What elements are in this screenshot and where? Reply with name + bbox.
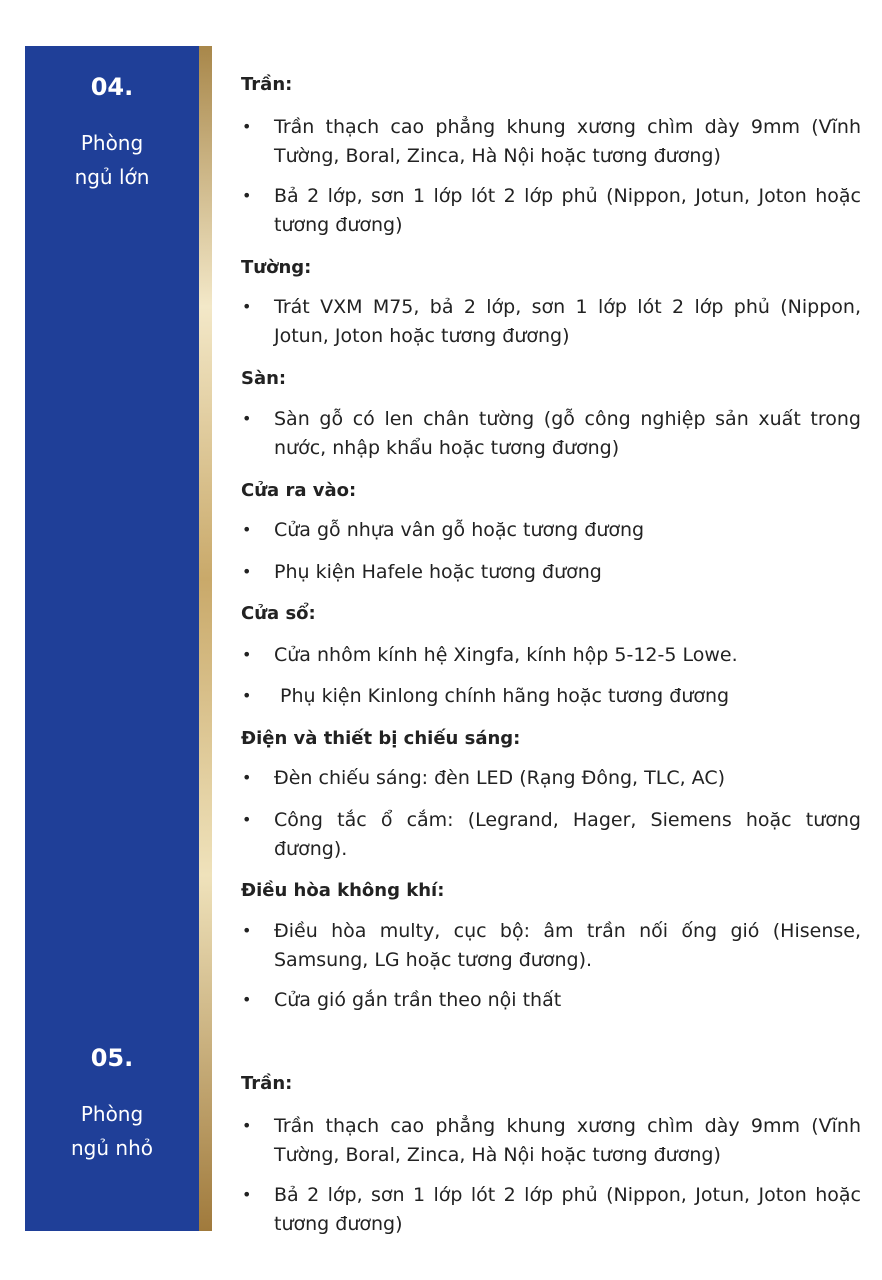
item-list	[241, 182, 861, 239]
bullet-icon: •	[242, 921, 252, 940]
list-item: • Cửa gỗ nhựa vân gỗ hoặc tương đương	[241, 516, 861, 545]
group-heading: Trần:	[241, 1073, 293, 1094]
item-list	[241, 293, 861, 350]
section-04-label	[25, 72, 199, 194]
section-05-label	[25, 1043, 199, 1165]
bullet-icon: •	[242, 409, 252, 428]
bullet-icon: •	[242, 645, 252, 664]
list-item: • Công tắc ổ cắm: (Legrand, Hager, Siemens hoặc tương đương).	[241, 806, 861, 863]
list-item: • Bả 2 lớp, sơn 1 lớp lót 2 lớp phủ (Nippon, Jotun, Joton hoặc tương đương)	[241, 182, 861, 239]
section-name	[25, 1097, 199, 1165]
section-number: 04.	[90, 73, 134, 101]
list-item: • Trần thạch cao phẳng khung xương chìm dày 9mm (Vĩnh Tường, Boral, Zinca, Hà Nội hoặc tương đương)	[241, 1112, 861, 1169]
bullet-icon: •	[242, 768, 252, 787]
group-heading: Điều hòa không khí:	[241, 880, 445, 901]
bullet-icon: •	[242, 810, 252, 829]
group-heading: Cửa sổ:	[241, 603, 316, 624]
group-heading: Tường:	[241, 257, 312, 278]
bullet-icon: •	[242, 1116, 252, 1135]
list-item: • Trát VXM M75, bả 2 lớp, sơn 1 lớp lót 2 lớp phủ (Nippon, Jotun, Joton hoặc tương đương)	[241, 293, 861, 350]
list-item: • Cửa nhôm kính hệ Xingfa, kính hộp 5-12-5 Lowe.	[241, 641, 861, 670]
bullet-icon: •	[242, 990, 252, 1009]
bullet-icon: •	[242, 686, 252, 705]
gold-accent-bar	[199, 46, 212, 1231]
bullet-icon: •	[242, 297, 252, 316]
list-item: • Phụ kiện Hafele hoặc tương đương	[241, 558, 861, 587]
bullet-icon: •	[242, 117, 252, 136]
list-item: • Cửa gió gắn trần theo nội thất	[241, 986, 861, 1015]
item-list	[241, 641, 861, 670]
group-heading: Sàn:	[241, 368, 287, 389]
item-list	[241, 1112, 861, 1169]
group-heading: Điện và thiết bị chiếu sáng:	[241, 728, 521, 749]
section-name-line: ngủ lớn	[74, 165, 150, 189]
group-heading: Trần:	[241, 74, 293, 95]
list-item: • Sàn gỗ có len chân tường (gỗ công nghiệp sản xuất trong nước, nhập khẩu hoặc tương đương)	[241, 405, 861, 462]
list-item: • Đèn chiếu sáng: đèn LED (Rạng Đông, TLC, AC)	[241, 764, 861, 793]
list-item: • Phụ kiện Kinlong chính hãng hoặc tương đương	[241, 682, 861, 711]
group-heading: Cửa ra vào:	[241, 480, 357, 501]
item-list	[241, 917, 861, 974]
item-list	[241, 1181, 861, 1238]
section-name	[25, 126, 199, 194]
section-number: 05.	[90, 1044, 134, 1072]
item-list	[241, 558, 861, 587]
item-list	[241, 986, 861, 1015]
section-name-line: Phòng	[80, 131, 144, 155]
list-item: • Trần thạch cao phẳng khung xương chìm dày 9mm (Vĩnh Tường, Boral, Zinca, Hà Nội hoặc tương đương)	[241, 113, 861, 170]
item-list	[241, 682, 861, 711]
item-list	[241, 516, 861, 545]
bullet-icon: •	[242, 520, 252, 539]
bullet-icon: •	[242, 1185, 252, 1204]
item-list	[241, 764, 861, 793]
bullet-icon: •	[242, 186, 252, 205]
item-list	[241, 405, 861, 462]
section-name-line: ngủ nhỏ	[71, 1136, 153, 1160]
list-item: • Bả 2 lớp, sơn 1 lớp lót 2 lớp phủ (Nippon, Jotun, Joton hoặc tương đương)	[241, 1181, 861, 1238]
section-name-line: Phòng	[80, 1102, 144, 1126]
item-list	[241, 806, 861, 863]
item-list	[241, 113, 861, 170]
list-item: • Điều hòa multy, cục bộ: âm trần nối ống gió (Hisense, Samsung, LG hoặc tương đương).	[241, 917, 861, 974]
bullet-icon: •	[242, 562, 252, 581]
